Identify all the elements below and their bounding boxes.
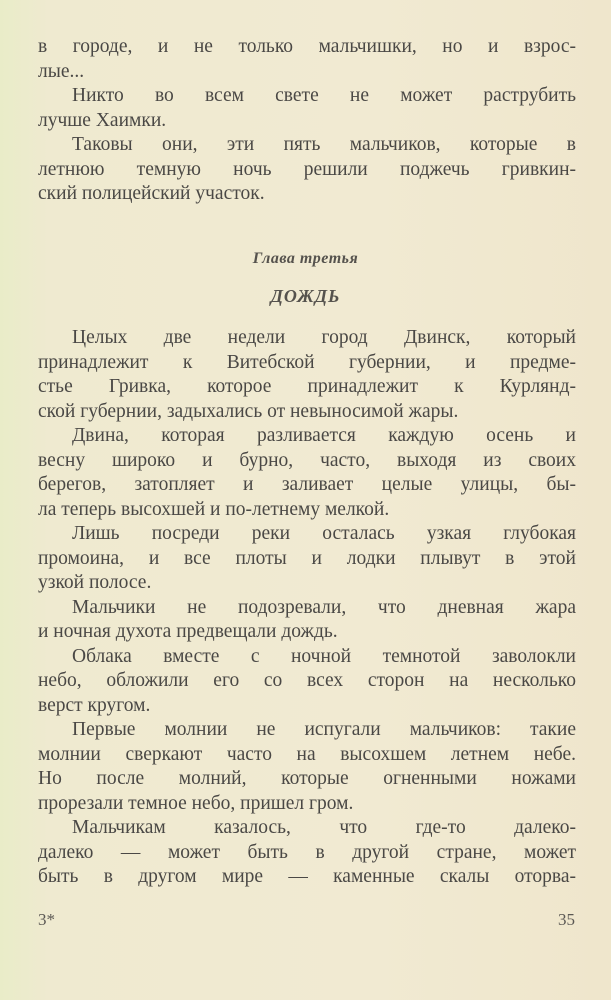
chapter-label: Глава третья xyxy=(252,250,359,267)
text-line: Первые молнии не испугали мальчиков: такие xyxy=(72,719,576,740)
text-line: лучше Хаимки. xyxy=(38,109,167,131)
chapter-body xyxy=(38,326,576,890)
text-line: прорезали темное небо, пришел гром. xyxy=(38,792,354,814)
text-line: берегов, затопляет и заливает целые улицы, бы- xyxy=(38,474,576,495)
text-line: Мальчики не подозревали, что дневная жара xyxy=(72,596,576,618)
text-line: Целых две недели город Двинск, который xyxy=(72,327,576,348)
text-line: верст кругом. xyxy=(38,694,151,716)
text-line: промоина, и все плоты и лодки плывут в этой xyxy=(38,547,576,569)
text-line: Облака вместе с ночной темнотой заволокли xyxy=(72,645,576,667)
signature-mark: 3* xyxy=(38,910,55,929)
text-line: небо, обложили его со всех сторон на несколько xyxy=(38,670,576,691)
text-line: Двина, которая разливается каждую осень и xyxy=(72,425,576,446)
text-line: молнии сверкают часто на высохшем летнем небе. xyxy=(38,743,576,765)
text-line: Таковы они, эти пять мальчиков, которые в xyxy=(72,134,576,155)
text-line: Лишь посреди реки осталась узкая глубокая xyxy=(72,523,576,544)
text-line: далеко — может быть в другой стране, может xyxy=(38,841,576,863)
text-line: Мальчикам казалось, что где-то далеко- xyxy=(72,817,576,838)
text-line: весну широко и бурно, часто, выходя из своих xyxy=(38,449,576,471)
text-before-chapter xyxy=(38,35,576,207)
text-line: стье Гривка, которое принадлежит к Курлянд- xyxy=(38,376,576,397)
text-line: быть в другом мире — каменные скалы оторва- xyxy=(38,866,576,887)
text-line: в городе, и не только мальчишки, но и взрос- xyxy=(38,36,576,57)
text-line: ла теперь высохшей и по-летнему мелкой. xyxy=(38,498,390,520)
text-line: и ночная духота предвещали дождь. xyxy=(38,621,338,642)
page-number: 35 xyxy=(558,910,575,929)
chapter-title: ДОЖДЬ xyxy=(270,286,341,306)
text-line: летнюю темную ночь решили поджечь гривкин- xyxy=(38,158,576,180)
text-line: Никто во всем свете не может раструбить xyxy=(72,85,576,106)
text-line: лые... xyxy=(38,60,85,82)
text-line: узкой полосе. xyxy=(38,572,152,593)
text-line: ской губернии, задыхались от невыносимой жары. xyxy=(38,400,459,422)
text-line: ский полицейский участок. xyxy=(38,183,265,204)
text-line: принадлежит к Витебской губернии, и предме- xyxy=(38,351,576,373)
text-line: Но после молний, которые огненными ножами xyxy=(38,768,576,789)
